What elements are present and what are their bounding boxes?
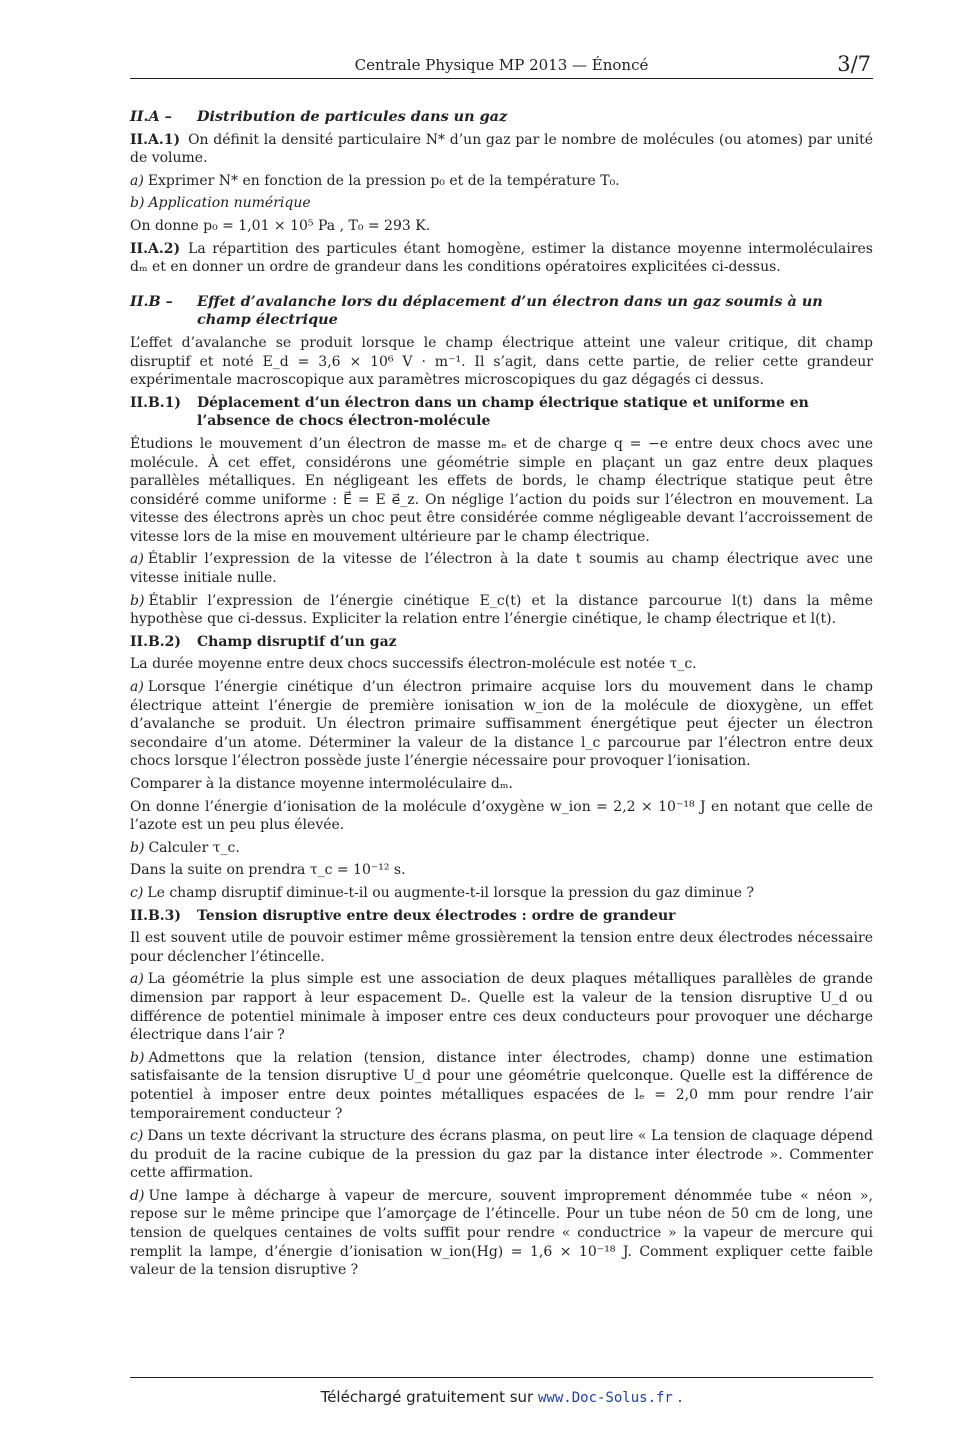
question-text: La répartition des particules étant homogène, estimer la distance moyenne intermoléculaires dₘ et en donner un ordre de grandeur dans les conditions opératoires explicitées ci-dessus.: [130, 240, 873, 276]
section-title: Effet d’avalanche lors du déplacement d’un électron dans un gaz soumis à un champ électrique: [197, 292, 823, 329]
item-label: a): [130, 679, 144, 696]
item-label: d): [130, 1187, 145, 1204]
item-text: Établir l’expression de la vitesse de l’électron à la date t soumis au champ électrique avec une vitesse initiale nulle.: [130, 551, 873, 587]
item-text: La géométrie la plus simple est une association de deux plaques métalliques parallèles de grande dimension par rapport à leur espacement Dₑ. Quelle est la valeur de la tension disruptive U_d ou différence de potentiel minimale à imposer entre ces deux conducteurs pour provoquer une décharge électrique dans l’air ?: [130, 971, 873, 1044]
item-label: b): [130, 1049, 145, 1066]
footer-rule: [130, 1377, 873, 1378]
section-title: Distribution de particules dans un gaz: [197, 108, 508, 125]
item-text: Établir l’expression de l’énergie cinétique E_c(t) et la distance parcourue l(t) dans la même hypothèse que ci-dessus. Expliciter la relation entre l’énergie cinétique, le champ électrique et l(t).: [130, 592, 873, 628]
question-IIB3d: [130, 1187, 873, 1280]
subsection-heading-IIB1: [130, 394, 873, 431]
item-label: b): [130, 592, 145, 609]
given-values-IIA: On donne p₀ = 1,01 × 10⁵ Pa , T₀ = 293 K.: [130, 217, 431, 234]
section-number: II.A –: [130, 108, 172, 125]
given-values-IIB2: On donne l’énergie d’ionisation de la molécule d’oxygène w_ion = 2,2 × 10⁻¹⁸ J en notant que celle de l’azote est un peu plus élevée.: [130, 798, 873, 834]
item-text: Exprimer N* en fonction de la pression p₀ et de la température T₀.: [147, 172, 620, 189]
item-label: a): [130, 172, 144, 189]
question-IIB1b: [130, 592, 873, 629]
subsection-title: Tension disruptive entre deux électrodes : ordre de grandeur: [197, 907, 676, 924]
question-IIB2a: [130, 678, 873, 771]
subsection-number: II.B.1): [130, 394, 182, 411]
item-label: b): [130, 195, 145, 212]
item-label: a): [130, 551, 144, 568]
footer-link[interactable]: www.Doc-Solus.fr: [538, 1390, 673, 1406]
page: [130, 0, 873, 1441]
item-label: a): [130, 971, 144, 988]
section-heading-IIB: [130, 293, 873, 330]
question-IIA1b: [130, 194, 873, 213]
question-IIB3a: [130, 970, 873, 1044]
subsection-number: II.B.2): [130, 633, 182, 650]
item-text: Calculer τ_c.: [148, 839, 240, 856]
item-label: b): [130, 839, 145, 856]
question-IIB2b: [130, 839, 873, 858]
paragraph-compare: Comparer à la distance moyenne intermoléculaire dₘ.: [130, 776, 513, 792]
item-label: c): [130, 884, 144, 901]
footer-end: .: [677, 1388, 683, 1406]
paragraph-IIB1: Étudions le mouvement d’un électron de masse mₑ et de charge q = −e entre deux chocs avec une molécule. À cet effet, considérons une géométrie simple en plaçant un gaz entre deux plaques parallèles métalliques. En négligeant les effets de bords, le champ électrique statique peut être considéré comme uniforme : E⃗ = E e⃗_z. On néglige l’action du poids sur l’électron en mouvement. La vitesse des électrons après un choc peut être considérée comme négligeable devant l’accroissement de vitesse lors de la mise en mouvement ultérieure par le champ électrique.: [130, 435, 873, 545]
section-heading-IIA: [130, 108, 873, 127]
item-text: Application numérique: [148, 195, 311, 212]
subsection-heading-IIB3: [130, 907, 873, 926]
subsection-number: II.B.3): [130, 907, 182, 924]
page-header: [130, 52, 873, 80]
item-label: c): [130, 1128, 144, 1145]
footer-text: Téléchargé gratuitement sur: [320, 1388, 534, 1406]
question-IIA2: [130, 240, 873, 277]
page-number: 3/7: [837, 52, 871, 76]
question-text: On définit la densité particulaire N* d’un gaz par le nombre de molécules (ou atomes) par unité de volume.: [130, 131, 873, 167]
question-number: II.A.1): [130, 131, 181, 148]
section-intro-IIB: L’effet d’avalanche se produit lorsque le champ électrique atteint une valeur critique, dit champ disruptif et noté E_d = 3,6 × 10⁶ V · m⁻¹. Il s’agit, dans cette partie, de relier cette grandeur expérimentale macroscopique aux paramètres microscopiques du gaz dégagés ci dessus.: [130, 334, 873, 389]
question-IIB3c: [130, 1127, 873, 1183]
item-text: Lorsque l’énergie cinétique d’un électron primaire acquise lors du mouvement dans le champ électrique atteint l’énergie de première ionisation w_ion de la molécule de dioxygène, un effet d’avalanche se produit. Un électron primaire suffisamment énergétique peut éjecter un électron secondaire d’un atome. Déterminer la valeur de la distance l_c parcourue par l’électron entre deux chocs lorsque l’électron possède juste l’énergie nécessaire pour provoquer l’ionisation.: [130, 679, 873, 770]
paragraph-IIB2: La durée moyenne entre deux chocs successifs électron-molécule est notée τ_c.: [130, 656, 697, 673]
subsection-title: Déplacement d’un électron dans un champ électrique statique et uniforme en l’absence de chocs électron-molécule: [197, 394, 809, 430]
question-number: II.A.2): [130, 240, 181, 257]
question-IIB3b: [130, 1049, 873, 1123]
question-IIB1a: [130, 550, 873, 587]
question-IIA1: [130, 131, 873, 168]
subsection-heading-IIB2: [130, 633, 873, 652]
subsection-title: Champ disruptif d’un gaz: [197, 633, 397, 650]
header-title: Centrale Physique MP 2013 — Énoncé: [354, 56, 649, 74]
section-number: II.B –: [130, 292, 173, 310]
item-text: Dans un texte décrivant la structure des écrans plasma, on peut lire « La tension de claquage dépend du produit de la racine cubique de la pression du gaz par la distance inter électrode ». Commenter cette affirmation.: [130, 1128, 873, 1182]
item-text: Admettons que la relation (tension, distance inter électrodes, champ) donne une estimation satisfaisante de la tension disruptive U_d pour une géométrie quelconque. Quelle est la différence de potentiel à imposer entre deux pointes métalliques espacées de lₑ = 2,0 mm pour rendre l’air temporairement conducteur ?: [130, 1049, 873, 1122]
question-IIA1a: [130, 172, 873, 191]
page-footer: [130, 1388, 873, 1406]
document-body: [130, 108, 873, 1284]
paragraph-IIB3: Il est souvent utile de pouvoir estimer même grossièrement la tension entre deux électrodes nécessaire pour déclencher l’étincelle.: [130, 930, 873, 965]
section-gap: [130, 281, 873, 293]
item-text: Le champ disruptif diminue-t-il ou augmente-t-il lorsque la pression du gaz diminue ?: [147, 884, 754, 901]
question-IIB2c: [130, 884, 873, 903]
item-text: Une lampe à décharge à vapeur de mercure, souvent improprement dénommée tube « néon », repose sur le même principe que l’amorçage de l’étincelle. Pour un tube néon de 50 cm de long, une tension de quelques centaines de volts suffit pour rendre « conductrice » la vapeur de mercure qui remplit la lampe, d’énergie d’ionisation w_ion(Hg) = 1,6 × 10⁻¹⁸ J. Comment expliquer cette faible valeur de la tension disruptive ?: [130, 1187, 873, 1279]
header-rule: [130, 78, 873, 79]
paragraph-next: Dans la suite on prendra τ_c = 10⁻¹² s.: [130, 862, 406, 879]
